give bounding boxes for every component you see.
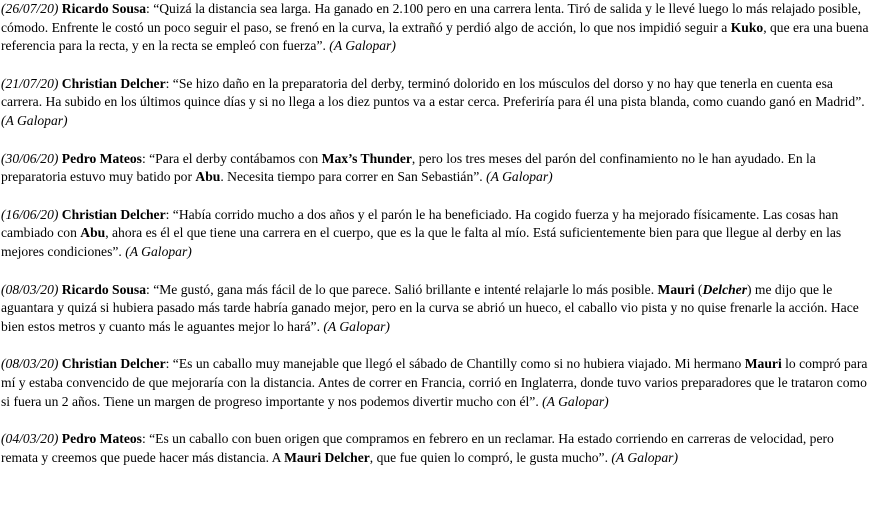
entry-author: Christian Delcher	[61, 356, 166, 372]
quote-entry	[1, 75, 869, 131]
entry-source: (A Galopar)	[486, 169, 553, 185]
quote-text: ) me dijo que le aguantara y quizá si hubiera pasado más tarde habría ganado mejor, pero en la curva se abrió un hueco, el caballo vio pista y no quise frenarle la acción. Hace bien estos metros y cuanto más le aguantes mejor lo hará”.	[1, 281, 859, 334]
highlighted-name: Max’s Thunder	[321, 150, 412, 166]
entry-source: (A Galopar)	[1, 112, 68, 128]
quote-text: : “Se hizo daño en la preparatoria del derby, terminó dolorido en los músculos del dorso y no hay que tenerla en cuenta esa carrera. Ha subido en los últimos quince días y si no llega a los diez puntos va a estar cerca. Preferiría para él una pista blanda, como cuando ganó en Madrid”.	[1, 75, 865, 110]
highlighted-name: Delcher	[702, 281, 747, 297]
quote-text: , pero los tres meses del parón del confinamiento no le han ayudado. En la preparatoria estuvo muy batido por	[1, 150, 816, 185]
highlighted-name: Kuko	[730, 19, 764, 35]
entry-date: (26/07/20)	[1, 1, 59, 16]
quote-text: : “Para el derby contábamos con	[141, 150, 322, 166]
entry-date: (16/06/20)	[1, 206, 59, 222]
entry-source: (A Galopar)	[323, 318, 390, 334]
entry-author: Christian Delcher	[61, 206, 166, 222]
quote-entry	[1, 355, 869, 411]
quote-text: : “Es un caballo con buen origen que compramos en febrero en un reclamar. Ha estado corriendo en carreras de velocidad, pero remata y creemos que puede hacer más distancia. A	[1, 431, 834, 465]
entry-date: (08/03/20)	[1, 356, 59, 372]
quote-entry	[1, 206, 869, 262]
quote-text: , que era una buena referencia para la recta, y en la recta se empleó con fuerza”.	[1, 19, 869, 54]
quote-entry	[1, 150, 869, 187]
quote-entry	[1, 0, 869, 56]
entry-author: Ricardo Sousa	[61, 1, 147, 16]
highlighted-name: Mauri	[657, 281, 695, 297]
quote-text: : “Quizá la distancia sea larga. Ha ganado en 2.100 pero en una carrera lenta. Tiró de salida y le llevé luego lo más relajado posible, cómodo. Enfrente le costó un poco seguir el paso, se frenó en la curva, la extrañó y perdió algo de acción, lo que nos impidió seguir a	[1, 1, 862, 35]
quote-entry	[1, 430, 869, 467]
highlighted-name: Abu	[195, 169, 221, 185]
highlighted-name: Mauri Delcher	[284, 449, 370, 465]
highlighted-name: Mauri	[744, 356, 782, 372]
quote-text: : “Había corrido mucho a dos años y el parón le ha beneficiado. Ha cogido fuerza y ha mejorado físicamente. Las cosas han cambiado con	[1, 206, 839, 241]
entry-author: Ricardo Sousa	[61, 281, 147, 297]
entry-source: (A Galopar)	[611, 449, 678, 465]
quote-text: . Necesita tiempo para correr en San Sebastián”.	[220, 169, 487, 185]
quote-entry	[1, 281, 869, 337]
entry-source: (A Galopar)	[542, 393, 609, 409]
entry-source: (A Galopar)	[329, 38, 396, 54]
quote-text: , que fue quien lo compró, le gusta mucho”.	[369, 449, 612, 465]
highlighted-name: Abu	[80, 225, 106, 241]
entry-author: Pedro Mateos	[61, 150, 142, 166]
entry-source: (A Galopar)	[125, 243, 192, 259]
quote-text: lo compró para mí y estaba convencido de que mejoraría con la distancia. Antes de correr en Francia, corrió en Inglaterra, donde tuvo varios preparadores que le trataron como si fuera un 2 años. Tiene un margen de progreso importante y nos podemos divertir mucho con él”.	[1, 356, 868, 409]
quote-text: (	[694, 281, 703, 297]
entry-date: (08/03/20)	[1, 281, 59, 297]
entry-author: Christian Delcher	[61, 75, 166, 91]
quote-text: : “Es un caballo muy manejable que llegó el sábado de Chantilly como si no hubiera viajado. Mi hermano	[165, 356, 745, 372]
entry-author: Pedro Mateos	[61, 431, 142, 447]
entry-date: (21/07/20)	[1, 75, 59, 91]
entry-date: (30/06/20)	[1, 150, 59, 166]
entry-date: (04/03/20)	[1, 431, 59, 447]
quote-text: : “Me gustó, gana más fácil de lo que parece. Salió brillante e intenté relajarle lo más posible.	[146, 281, 658, 297]
quote-text: , ahora es él el que tiene una carrera en el cuerpo, que es la que le falta al mío. Está suficientemente bien para que llegue al derby en las mejores condiciones”.	[1, 225, 842, 259]
